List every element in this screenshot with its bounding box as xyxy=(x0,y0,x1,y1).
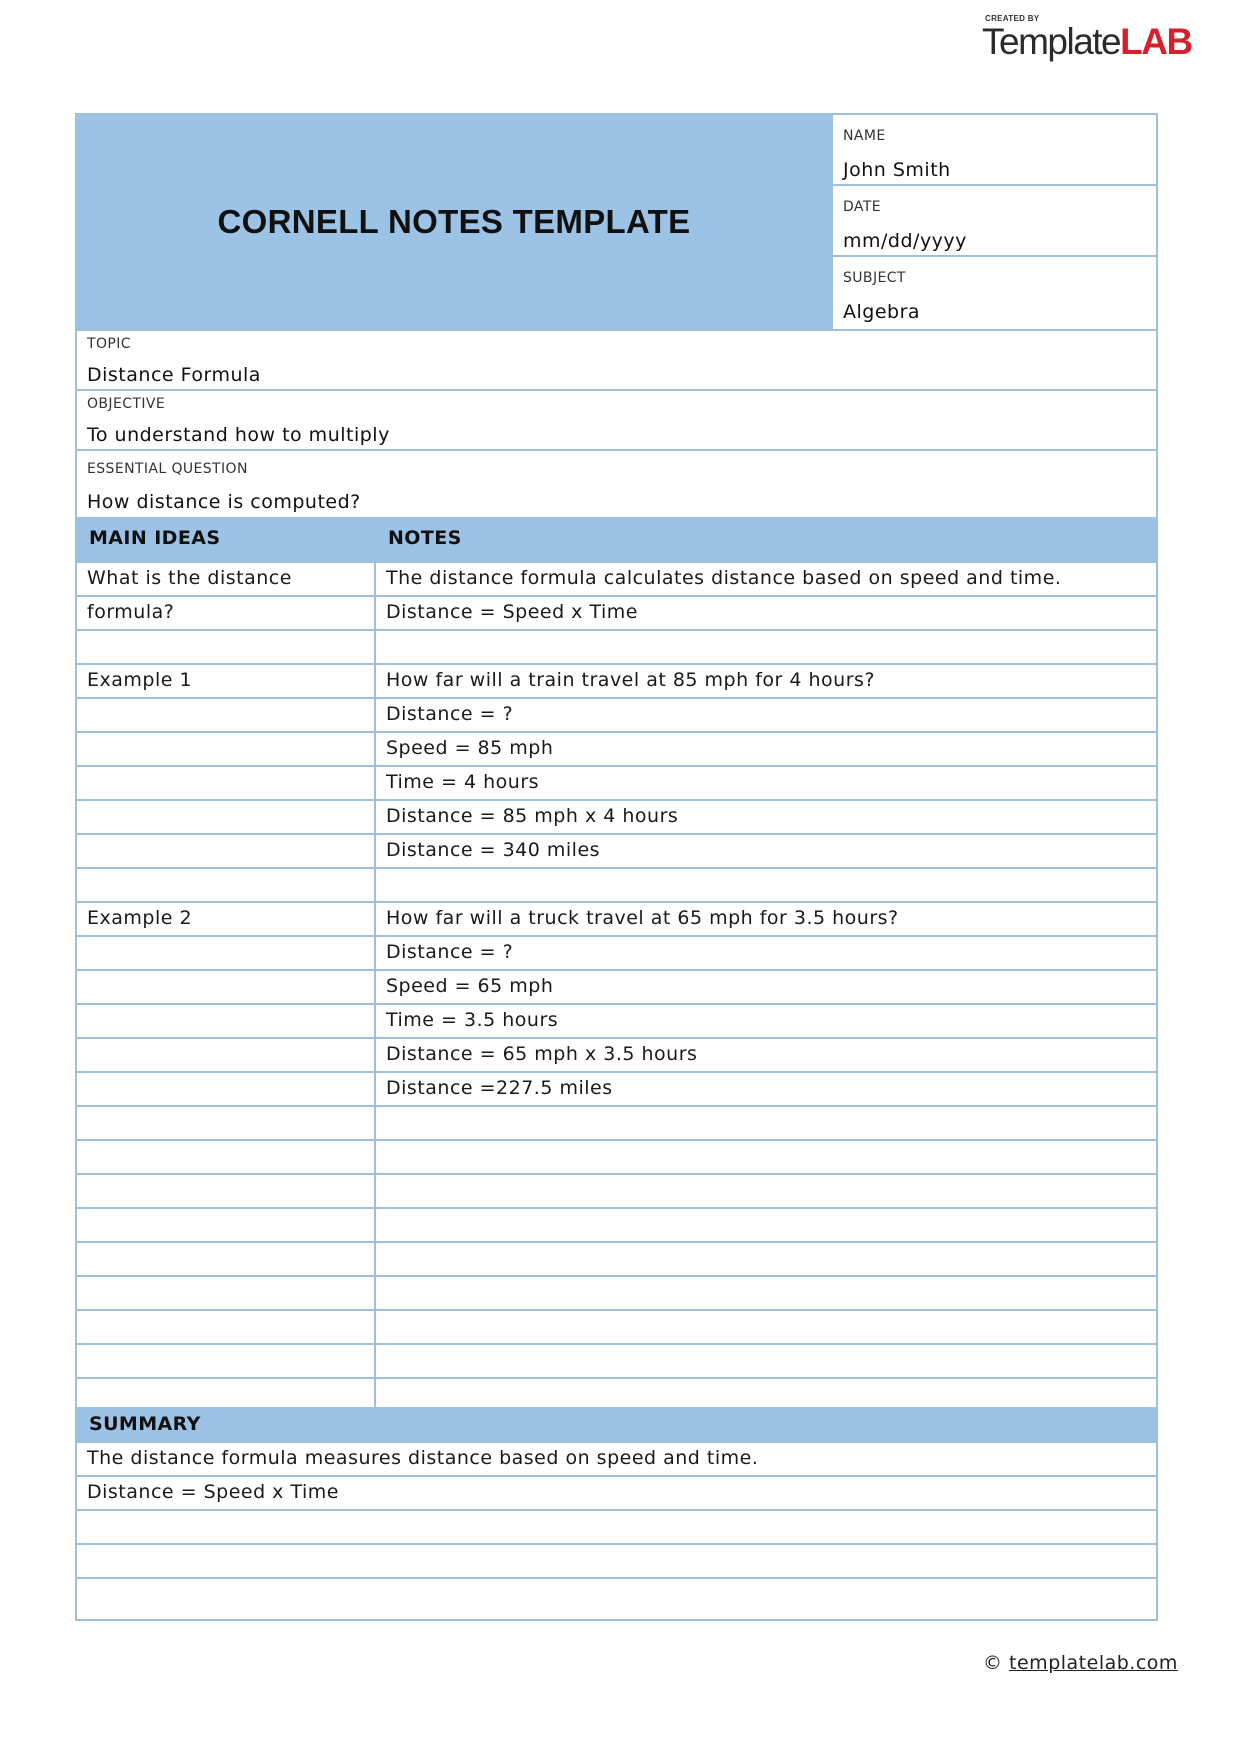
note-cell[interactable]: Distance = ? xyxy=(386,941,514,963)
note-cell[interactable] xyxy=(376,1277,1156,1309)
note-cell[interactable]: Time = 3.5 hours xyxy=(386,1009,559,1031)
main-idea-cell[interactable] xyxy=(77,937,376,969)
table-row xyxy=(77,731,1156,765)
table-row xyxy=(77,663,1156,697)
note-cell[interactable]: Distance = Speed x Time xyxy=(386,601,638,623)
main-idea-cell[interactable] xyxy=(77,1073,376,1105)
copyright-icon: © xyxy=(983,1652,1003,1674)
main-idea-cell[interactable] xyxy=(77,767,376,799)
table-row xyxy=(77,697,1156,731)
note-cell[interactable] xyxy=(376,1311,1156,1343)
table-row xyxy=(77,629,1156,663)
date-label: DATE xyxy=(843,199,882,215)
summary-line[interactable]: The distance formula measures distance based on speed and time. xyxy=(77,1441,1156,1475)
main-idea-cell[interactable] xyxy=(77,1243,376,1275)
main-idea-cell[interactable] xyxy=(77,801,376,833)
logo-wordmark xyxy=(982,20,1192,64)
note-cell[interactable] xyxy=(376,1175,1156,1207)
topic-field[interactable] xyxy=(77,329,1156,389)
subject-label: SUBJECT xyxy=(843,270,906,286)
footer-credit xyxy=(983,1652,1178,1674)
main-idea-cell[interactable] xyxy=(77,1141,376,1173)
cornell-notes-sheet xyxy=(75,113,1158,1621)
note-cell[interactable]: Distance = ? xyxy=(386,703,514,725)
note-cell[interactable] xyxy=(376,1243,1156,1275)
table-row xyxy=(77,1241,1156,1275)
note-cell[interactable]: The distance formula calculates distance based on speed and time. xyxy=(386,567,1062,589)
note-cell[interactable]: Time = 4 hours xyxy=(386,771,540,793)
summary-label: SUMMARY xyxy=(89,1413,201,1435)
main-idea-cell[interactable] xyxy=(77,1345,376,1377)
subject-value: Algebra xyxy=(843,301,921,323)
note-cell[interactable] xyxy=(376,631,1156,663)
date-value: mm/dd/yyyy xyxy=(843,230,967,252)
note-cell[interactable]: Speed = 85 mph xyxy=(386,737,554,759)
table-row xyxy=(77,799,1156,833)
essential-question-value: How distance is computed? xyxy=(87,491,361,513)
templatelab-logo xyxy=(968,12,1218,64)
table-row xyxy=(77,1275,1156,1309)
main-idea-cell[interactable]: Example 1 xyxy=(77,665,376,697)
table-row xyxy=(77,595,1156,629)
main-idea-cell[interactable] xyxy=(77,1277,376,1309)
table-row xyxy=(77,969,1156,1003)
note-cell[interactable] xyxy=(376,1345,1156,1377)
logo-word-lab: LAB xyxy=(1120,21,1192,62)
note-cell[interactable]: Distance = 85 mph x 4 hours xyxy=(386,805,679,827)
table-row xyxy=(77,1105,1156,1139)
table-row xyxy=(77,1343,1156,1377)
main-idea-cell[interactable] xyxy=(77,869,376,901)
templatelab-link[interactable]: templatelab.com xyxy=(1009,1652,1178,1674)
note-cell[interactable] xyxy=(376,1209,1156,1241)
main-idea-cell[interactable] xyxy=(77,1209,376,1241)
notes-header: NOTES xyxy=(388,527,462,549)
main-idea-cell[interactable] xyxy=(77,835,376,867)
summary-line[interactable] xyxy=(77,1577,1156,1611)
main-idea-cell[interactable] xyxy=(77,971,376,1003)
table-row xyxy=(77,1309,1156,1343)
objective-field[interactable] xyxy=(77,389,1156,449)
summary-line[interactable]: Distance = Speed x Time xyxy=(77,1475,1156,1509)
table-row xyxy=(77,765,1156,799)
name-value: John Smith xyxy=(843,159,951,181)
main-idea-cell[interactable]: formula? xyxy=(77,597,376,629)
main-idea-cell[interactable] xyxy=(77,1039,376,1071)
name-cell[interactable] xyxy=(833,115,1158,186)
essential-question-field[interactable] xyxy=(77,449,1156,517)
table-row xyxy=(77,1003,1156,1037)
table-row xyxy=(77,561,1156,595)
main-idea-cell[interactable] xyxy=(77,733,376,765)
topic-label: TOPIC xyxy=(87,336,131,352)
table-row xyxy=(77,1139,1156,1173)
logo-word-template: Template xyxy=(982,21,1121,62)
table-row xyxy=(77,1173,1156,1207)
note-cell[interactable]: Distance = 340 miles xyxy=(386,839,601,861)
objective-value: To understand how to multiply xyxy=(87,424,390,446)
note-cell[interactable] xyxy=(376,1141,1156,1173)
table-row xyxy=(77,1071,1156,1105)
summary-line[interactable] xyxy=(77,1509,1156,1543)
note-cell[interactable]: Speed = 65 mph xyxy=(386,975,554,997)
main-idea-cell[interactable] xyxy=(77,1311,376,1343)
note-cell[interactable]: How far will a train travel at 85 mph for 4 hours? xyxy=(386,669,875,691)
table-row xyxy=(77,935,1156,969)
note-cell[interactable]: Distance =227.5 miles xyxy=(386,1077,613,1099)
main-idea-cell[interactable] xyxy=(77,699,376,731)
date-cell[interactable] xyxy=(833,186,1158,257)
page-title: CORNELL NOTES TEMPLATE xyxy=(217,203,691,240)
main-ideas-header: MAIN IDEAS xyxy=(89,527,221,549)
name-label: NAME xyxy=(843,128,886,144)
columns-header xyxy=(77,517,1156,561)
table-row xyxy=(77,1207,1156,1241)
main-idea-cell[interactable] xyxy=(77,1005,376,1037)
table-row xyxy=(77,1037,1156,1071)
main-idea-cell[interactable] xyxy=(77,631,376,663)
objective-label: OBJECTIVE xyxy=(87,396,166,412)
note-cell[interactable] xyxy=(376,869,1156,901)
meta-block xyxy=(831,115,1158,329)
main-idea-cell[interactable]: What is the distance xyxy=(77,563,376,595)
summary-header xyxy=(77,1407,1156,1441)
main-idea-cell[interactable] xyxy=(77,1107,376,1139)
note-cell[interactable] xyxy=(376,1107,1156,1139)
table-row xyxy=(77,1377,1156,1411)
created-by-label: CREATED BY xyxy=(985,14,1040,23)
note-cell[interactable]: How far will a truck travel at 65 mph for 3.5 hours? xyxy=(386,907,899,929)
main-idea-cell[interactable] xyxy=(77,1175,376,1207)
table-row xyxy=(77,901,1156,935)
table-row xyxy=(77,867,1156,901)
essential-question-label: ESSENTIAL QUESTION xyxy=(87,461,248,477)
summary-line[interactable] xyxy=(77,1543,1156,1577)
note-cell[interactable]: Distance = 65 mph x 3.5 hours xyxy=(386,1043,698,1065)
table-row xyxy=(77,833,1156,867)
topic-value: Distance Formula xyxy=(87,364,261,386)
main-idea-cell[interactable]: Example 2 xyxy=(77,903,376,935)
subject-cell[interactable] xyxy=(833,257,1158,328)
